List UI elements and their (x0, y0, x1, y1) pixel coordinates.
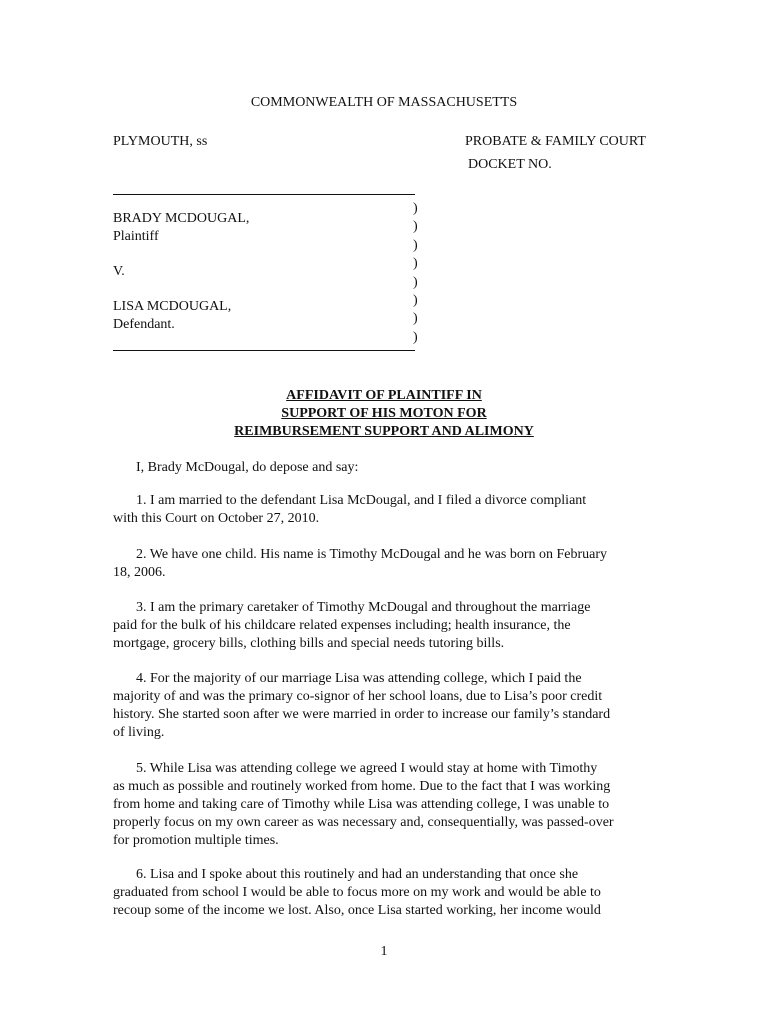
caption-bottom-rule (113, 350, 415, 351)
defendant-role: Defendant. (113, 317, 175, 332)
paragraph-2 (113, 546, 653, 582)
paragraph-line: 6. Lisa and I spoke about this routinely and had an understanding that once she (136, 867, 579, 882)
paragraph-line: majority of and was the primary co-signor of her school loans, due to Lisa’s poor credit (113, 689, 603, 704)
paragraph-line: history. She started soon after we were married in order to increase our family’s standard (113, 707, 611, 722)
paragraph-line: as much as possible and routinely worked from home. Due to the fact that I was working (113, 779, 611, 794)
paragraph-line: 18, 2006. (113, 565, 166, 580)
paragraph-line: 3. I am the primary caretaker of Timothy McDougal and throughout the marriage (136, 600, 591, 615)
document-title-line-2: SUPPORT OF HIS MOTON FOR (281, 406, 487, 421)
paragraph-line: mortgage, grocery bills, clothing bills and special needs tutoring bills. (113, 636, 505, 651)
paragraph-3 (113, 599, 653, 653)
paragraph-line: properly focus on my own career as was necessary and, consequentially, was passed-over (113, 815, 614, 830)
paragraph-line: graduated from school I would be able to focus more on my work and would be able to (113, 885, 601, 900)
caption-top-rule (113, 194, 415, 195)
paragraph-line: 2. We have one child. His name is Timothy McDougal and he was born on February (136, 547, 608, 562)
caption-paren: ) (413, 329, 418, 345)
versus-label: V. (113, 264, 125, 279)
docket-number: DOCKET NO. (468, 157, 552, 172)
paragraph-line: recoup some of the income we lost. Also, once Lisa started working, her income would (113, 903, 601, 918)
caption-paren: ) (413, 237, 418, 253)
caption-paren: ) (413, 256, 418, 272)
caption-paren: ) (413, 274, 418, 290)
intro-statement: I, Brady McDougal, do depose and say: (136, 460, 359, 475)
defendant-name: LISA MCDOUGAL, (113, 299, 232, 314)
paragraph-5 (113, 760, 653, 850)
caption-paren: ) (413, 311, 418, 327)
page-number: 1 (380, 944, 388, 959)
commonwealth-heading: COMMONWEALTH OF MASSACHUSETTS (250, 95, 518, 110)
plaintiff-name: BRADY MCDOUGAL, (113, 211, 250, 226)
paragraph-line: paid for the bulk of his childcare related expenses including; health insurance, the (113, 618, 571, 633)
paragraph-1 (113, 492, 653, 528)
paragraph-4 (113, 670, 653, 742)
paragraph-line: 5. While Lisa was attending college we agreed I would stay at home with Timothy (136, 761, 598, 776)
caption-paren: ) (413, 219, 418, 235)
paragraph-line: from home and taking care of Timothy while Lisa was attending college, I was unable to (113, 797, 610, 812)
caption-parentheses (413, 200, 418, 347)
paragraph-6 (113, 866, 653, 920)
caption-paren: ) (413, 201, 418, 216)
paragraph-line: with this Court on October 27, 2010. (113, 511, 320, 526)
court-name: PROBATE & FAMILY COURT (465, 134, 646, 149)
document-title-line-3: REIMBURSEMENT SUPPORT AND ALIMONY (234, 424, 534, 439)
paragraph-line: of living. (113, 725, 165, 740)
caption-paren: ) (413, 292, 418, 308)
paragraph-line: 1. I am married to the defendant Lisa McDougal, and I filed a divorce compliant (136, 493, 587, 508)
county-label: PLYMOUTH, ss (113, 134, 208, 149)
paragraph-line: for promotion multiple times. (113, 833, 279, 848)
paragraph-line: 4. For the majority of our marriage Lisa was attending college, which I paid the (136, 671, 582, 686)
document-title-line-1: AFFIDAVIT OF PLAINTIFF IN (286, 388, 482, 403)
plaintiff-role: Plaintiff (113, 229, 159, 244)
